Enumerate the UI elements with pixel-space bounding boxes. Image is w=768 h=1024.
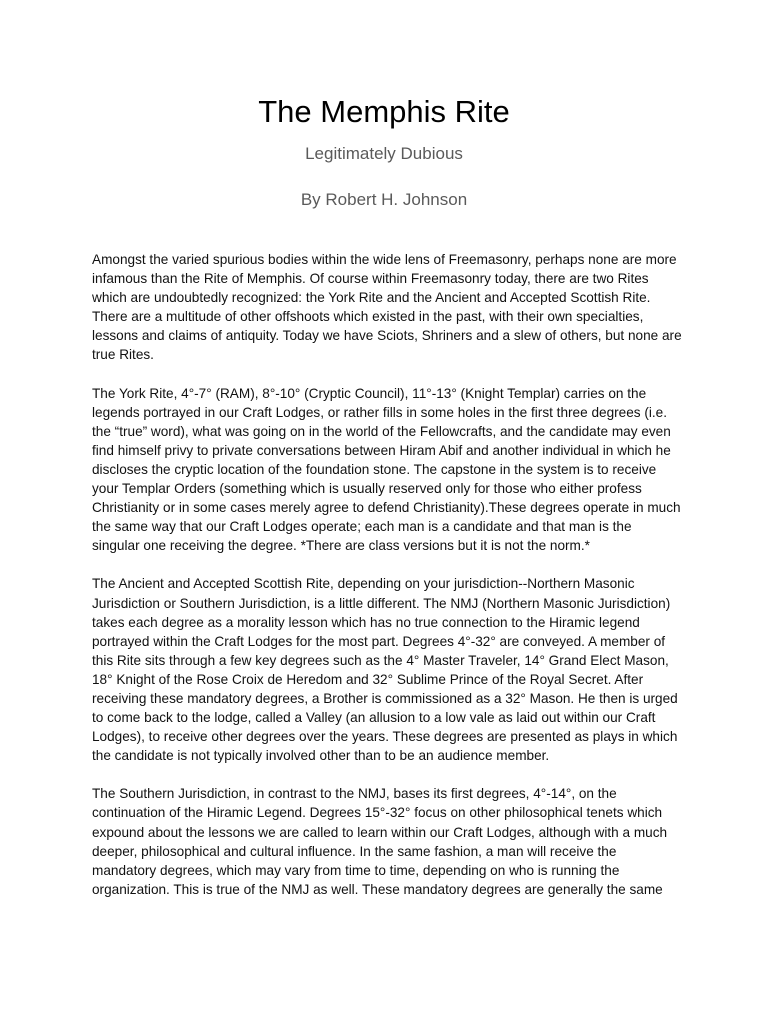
paragraph-1: Amongst the varied spurious bodies within the wide lens of Freemasonry, perhaps none are more infamous than the Rite of Memphis. Of course within Freemasonry today, there are two Rites which are undoubtedly recognized: the York Rite and the Ancient and Accepted Scottish Rite. There are a multitude of other offshoots which existed in the past, with their own specialties, lessons and claims of antiquity. Today we have Sciots, Shriners and a slew of others, but none are true Rites. bbox=[92, 252, 682, 363]
document-subtitle: Legitimately Dubious bbox=[305, 144, 463, 163]
document-body bbox=[92, 250, 682, 918]
paragraph-4: The Southern Jurisdiction, in contrast to the NMJ, bases its first degrees, 4°-14°, on the continuation of the Hiramic Legend. Degrees 15°-32° focus on other philosophical tenets which expound about the lessons we are called to learn within our Craft Lodges, although with a much deeper, philosophical and cultural influence. In the same fashion, a man will receive the mandatory degrees, which may vary from time to time, depending on who is running the organization. This is true of the NMJ as well. These mandatory degrees are generally the same bbox=[92, 786, 668, 897]
paragraph-2: The York Rite, 4°-7° (RAM), 8°-10° (Cryptic Council), 11°-13° (Knight Templar) carries on the legends portrayed in our Craft Lodges, or rather fills in some holes in the first three degrees (i.e. the “true” word), what was going on in the world of the Fellowcrafts, and the candidate may even find himself privy to private conversations between Hiram Abif and another individual in which he discloses the cryptic location of the foundation stone. The capstone in the system is to receive your Templar Orders (something which is usually reserved only for those who either profess Christianity or in some cases merely agree to defend Christianity).These degrees operate in much the same way that our Craft Lodges operate; each man is a candidate and that man is the singular one receiving the degree. *There are class versions but it is not the norm.* bbox=[92, 385, 681, 554]
document-author: By Robert H. Johnson bbox=[300, 190, 468, 209]
paragraph-3: The Ancient and Accepted Scottish Rite, depending on your jurisdiction--Northern Masonic Jurisdiction or Southern Jurisdiction, is a little different. The NMJ (Northern Masonic Jurisdiction) takes each degree as a morality lesson which has no true connection to the Hiramic legend portrayed within the Craft Lodges for the most part. Degrees 4°-32° are conveyed. A member of this Rite sits through a few key degrees such as the 4° Master Traveler, 14° Grand Elect Mason, 18° Knight of the Rose Croix de Heredom and 32° Sublime Prince of the Royal Secret. After receiving these mandatory degrees, a Brother is commissioned as a 32° Mason. He then is urged to come back to the lodge, called a Valley (an allusion to a low vale as laid out within our Craft Lodges), to receive other degrees over the years. These degrees are presented as plays in which the candidate is not typically involved other than to be an audience member. bbox=[92, 576, 678, 764]
document-title: The Memphis Rite bbox=[258, 94, 510, 129]
